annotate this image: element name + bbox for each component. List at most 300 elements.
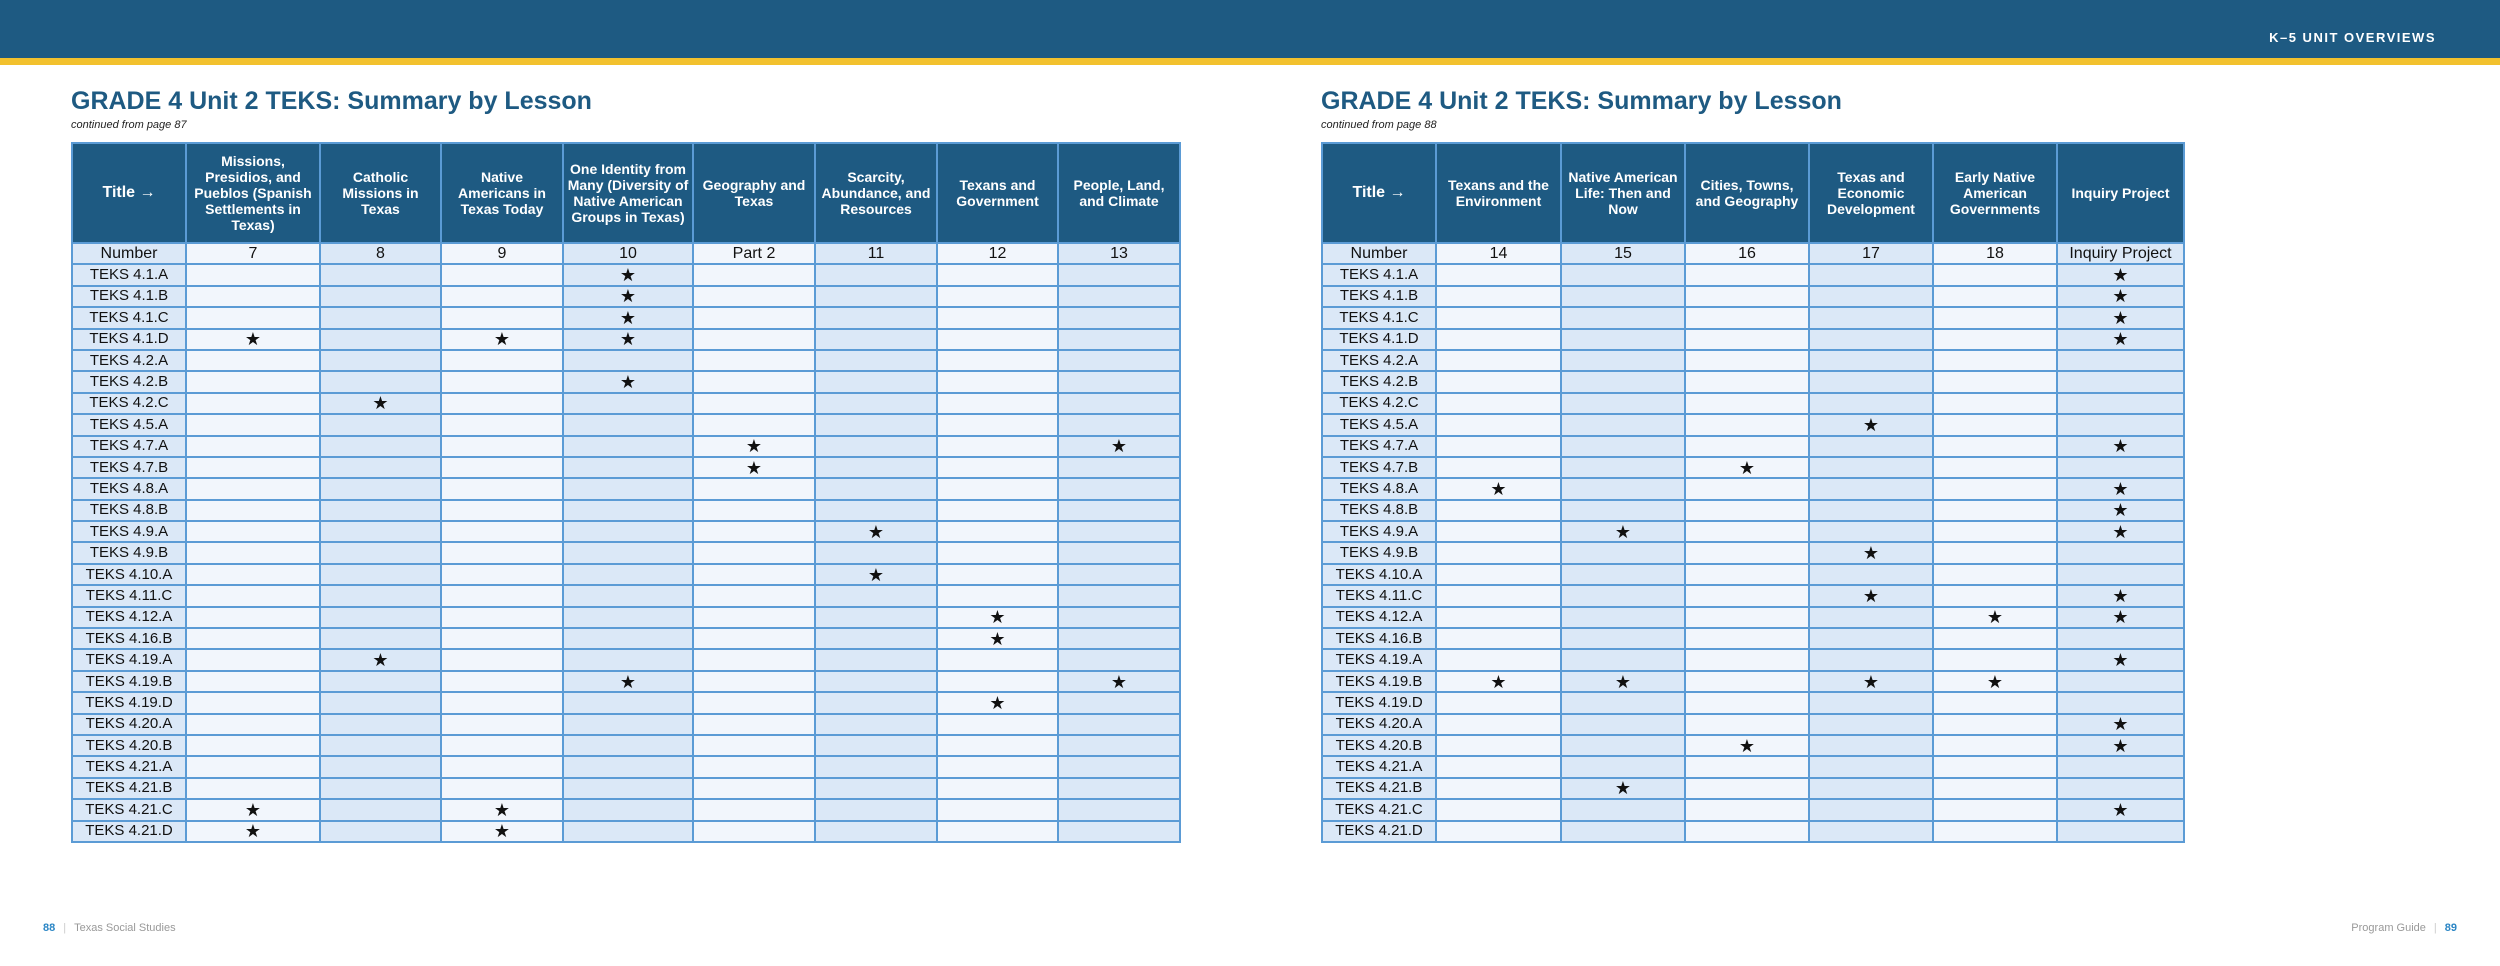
empty-cell xyxy=(1685,821,1809,842)
empty-cell xyxy=(441,521,563,542)
teks-code-cell: TEKS 4.2.A xyxy=(1322,350,1436,371)
empty-cell xyxy=(1561,756,1685,777)
table-row xyxy=(72,714,1180,735)
empty-cell xyxy=(1058,714,1180,735)
empty-cell xyxy=(1933,521,2057,542)
lesson-title-header: Inquiry Project xyxy=(2057,143,2184,243)
empty-cell xyxy=(693,521,815,542)
teks-code-cell: TEKS 4.21.B xyxy=(1322,778,1436,799)
table-row xyxy=(72,628,1180,649)
teks-code-cell: TEKS 4.16.B xyxy=(1322,628,1436,649)
star-icon: ★ xyxy=(1561,671,1685,692)
empty-cell xyxy=(1933,457,2057,478)
header-row xyxy=(72,143,1180,243)
table-row xyxy=(1322,649,2184,670)
empty-cell xyxy=(1561,286,1685,307)
empty-cell xyxy=(2057,778,2184,799)
empty-cell xyxy=(937,671,1058,692)
star-icon: ★ xyxy=(1436,478,1561,499)
teks-code-cell: TEKS 4.2.C xyxy=(1322,393,1436,414)
empty-cell xyxy=(1809,436,1933,457)
empty-cell xyxy=(1933,692,2057,713)
empty-cell xyxy=(1436,585,1561,606)
empty-cell xyxy=(320,671,441,692)
empty-cell xyxy=(186,307,320,328)
table-row xyxy=(1322,542,2184,563)
empty-cell xyxy=(320,542,441,563)
empty-cell xyxy=(815,585,937,606)
teks-code-cell: TEKS 4.8.B xyxy=(72,500,186,521)
empty-cell xyxy=(186,756,320,777)
empty-cell xyxy=(1809,307,1933,328)
empty-cell xyxy=(320,799,441,820)
empty-cell xyxy=(563,350,693,371)
empty-cell xyxy=(563,799,693,820)
empty-cell xyxy=(1685,350,1809,371)
empty-cell xyxy=(2057,692,2184,713)
teks-code-cell: TEKS 4.5.A xyxy=(1322,414,1436,435)
empty-cell xyxy=(186,692,320,713)
empty-cell xyxy=(2057,542,2184,563)
lesson-number-cell: 17 xyxy=(1809,243,1933,264)
table-row xyxy=(72,821,1180,842)
table-row xyxy=(1322,607,2184,628)
empty-cell xyxy=(2057,393,2184,414)
empty-cell xyxy=(1685,799,1809,820)
left-page-heading xyxy=(71,86,592,131)
empty-cell xyxy=(2057,671,2184,692)
lesson-title-header: Texas and Economic Development xyxy=(1809,143,1933,243)
empty-cell xyxy=(815,714,937,735)
empty-cell xyxy=(1685,671,1809,692)
empty-cell xyxy=(441,264,563,285)
empty-cell xyxy=(1058,564,1180,585)
empty-cell xyxy=(2057,414,2184,435)
empty-cell xyxy=(186,393,320,414)
lesson-number-cell: 9 xyxy=(441,243,563,264)
lesson-number-cell: 8 xyxy=(320,243,441,264)
empty-cell xyxy=(937,436,1058,457)
empty-cell xyxy=(1436,307,1561,328)
teks-code-cell: TEKS 4.10.A xyxy=(72,564,186,585)
empty-cell xyxy=(441,628,563,649)
empty-cell xyxy=(1561,799,1685,820)
empty-cell xyxy=(186,585,320,606)
empty-cell xyxy=(1809,799,1933,820)
empty-cell xyxy=(1933,478,2057,499)
empty-cell xyxy=(815,735,937,756)
empty-cell xyxy=(563,585,693,606)
empty-cell xyxy=(1809,371,1933,392)
teks-code-cell: TEKS 4.19.B xyxy=(72,671,186,692)
empty-cell xyxy=(320,457,441,478)
lesson-number-cell: 12 xyxy=(937,243,1058,264)
empty-cell xyxy=(1933,799,2057,820)
empty-cell xyxy=(1058,756,1180,777)
table-row xyxy=(1322,671,2184,692)
lesson-title-header: Geography and Texas xyxy=(693,143,815,243)
empty-cell xyxy=(2057,628,2184,649)
empty-cell xyxy=(186,436,320,457)
number-label-cell: Number xyxy=(72,243,186,264)
empty-cell xyxy=(1561,714,1685,735)
star-icon: ★ xyxy=(563,264,693,285)
teks-code-cell: TEKS 4.1.C xyxy=(1322,307,1436,328)
empty-cell xyxy=(320,735,441,756)
table-row xyxy=(72,649,1180,670)
empty-cell xyxy=(1058,692,1180,713)
empty-cell xyxy=(1809,478,1933,499)
empty-cell xyxy=(563,628,693,649)
star-icon: ★ xyxy=(2057,307,2184,328)
empty-cell xyxy=(320,607,441,628)
empty-cell xyxy=(441,500,563,521)
empty-cell xyxy=(441,649,563,670)
empty-cell xyxy=(815,414,937,435)
lesson-title-header: Texans and Government xyxy=(937,143,1058,243)
empty-cell xyxy=(441,671,563,692)
teks-code-cell: TEKS 4.1.B xyxy=(1322,286,1436,307)
table-row xyxy=(72,735,1180,756)
empty-cell xyxy=(937,799,1058,820)
empty-cell xyxy=(1685,414,1809,435)
empty-cell xyxy=(1809,628,1933,649)
empty-cell xyxy=(937,500,1058,521)
table-row xyxy=(1322,735,2184,756)
empty-cell xyxy=(693,564,815,585)
empty-cell xyxy=(693,414,815,435)
lesson-title-header: Catholic Missions in Texas xyxy=(320,143,441,243)
empty-cell xyxy=(693,607,815,628)
empty-cell xyxy=(563,414,693,435)
star-icon: ★ xyxy=(1058,436,1180,457)
lesson-number-cell: 7 xyxy=(186,243,320,264)
star-icon: ★ xyxy=(2057,735,2184,756)
teks-code-cell: TEKS 4.1.A xyxy=(72,264,186,285)
teks-code-cell: TEKS 4.1.D xyxy=(72,329,186,350)
empty-cell xyxy=(441,393,563,414)
empty-cell xyxy=(441,371,563,392)
empty-cell xyxy=(937,735,1058,756)
empty-cell xyxy=(1685,692,1809,713)
empty-cell xyxy=(693,542,815,563)
empty-cell xyxy=(1561,457,1685,478)
teks-code-cell: TEKS 4.10.A xyxy=(1322,564,1436,585)
empty-cell xyxy=(1561,564,1685,585)
empty-cell xyxy=(2057,756,2184,777)
table-row xyxy=(72,799,1180,820)
empty-cell xyxy=(1561,329,1685,350)
empty-cell xyxy=(2057,350,2184,371)
empty-cell xyxy=(1809,649,1933,670)
empty-cell xyxy=(937,286,1058,307)
star-icon: ★ xyxy=(2057,436,2184,457)
empty-cell xyxy=(937,821,1058,842)
lesson-title-header: Native Americans in Texas Today xyxy=(441,143,563,243)
teks-code-cell: TEKS 4.19.A xyxy=(72,649,186,670)
teks-code-cell: TEKS 4.16.B xyxy=(72,628,186,649)
empty-cell xyxy=(1685,478,1809,499)
empty-cell xyxy=(563,692,693,713)
empty-cell xyxy=(1058,329,1180,350)
empty-cell xyxy=(1685,585,1809,606)
empty-cell xyxy=(441,286,563,307)
empty-cell xyxy=(2057,457,2184,478)
empty-cell xyxy=(1933,756,2057,777)
empty-cell xyxy=(186,264,320,285)
empty-cell xyxy=(1933,414,2057,435)
teks-code-cell: TEKS 4.9.B xyxy=(72,542,186,563)
empty-cell xyxy=(441,564,563,585)
table-row xyxy=(72,692,1180,713)
star-icon: ★ xyxy=(563,329,693,350)
teks-code-cell: TEKS 4.2.C xyxy=(72,393,186,414)
top-banner xyxy=(0,0,2500,58)
table-row xyxy=(72,350,1180,371)
empty-cell xyxy=(441,607,563,628)
lesson-number-cell: 15 xyxy=(1561,243,1685,264)
teks-code-cell: TEKS 4.11.C xyxy=(1322,585,1436,606)
empty-cell xyxy=(186,649,320,670)
empty-cell xyxy=(1809,393,1933,414)
empty-cell xyxy=(815,542,937,563)
table-row xyxy=(1322,521,2184,542)
empty-cell xyxy=(563,714,693,735)
lesson-number-cell: Part 2 xyxy=(693,243,815,264)
empty-cell xyxy=(1058,521,1180,542)
empty-cell xyxy=(815,649,937,670)
table-row xyxy=(72,607,1180,628)
empty-cell xyxy=(693,671,815,692)
star-icon: ★ xyxy=(2057,286,2184,307)
empty-cell xyxy=(563,735,693,756)
lesson-title-header: Missions, Presidios, and Pueblos (Spanish Settlements in Texas) xyxy=(186,143,320,243)
table-row xyxy=(1322,714,2184,735)
empty-cell xyxy=(441,457,563,478)
teks-code-cell: TEKS 4.7.B xyxy=(1322,457,1436,478)
star-icon: ★ xyxy=(563,371,693,392)
empty-cell xyxy=(320,521,441,542)
star-icon: ★ xyxy=(1809,414,1933,435)
empty-cell xyxy=(186,500,320,521)
table-row xyxy=(1322,799,2184,820)
empty-cell xyxy=(320,264,441,285)
teks-code-cell: TEKS 4.9.A xyxy=(1322,521,1436,542)
lesson-number-row xyxy=(72,243,1180,264)
empty-cell xyxy=(563,607,693,628)
table-row xyxy=(1322,500,2184,521)
empty-cell xyxy=(693,756,815,777)
left-page-number: 88 xyxy=(43,922,56,934)
empty-cell xyxy=(563,436,693,457)
star-icon: ★ xyxy=(937,692,1058,713)
empty-cell xyxy=(693,735,815,756)
left-page-title: GRADE 4 Unit 2 TEKS: Summary by Lesson xyxy=(71,87,592,115)
empty-cell xyxy=(815,478,937,499)
empty-cell xyxy=(1561,735,1685,756)
teks-code-cell: TEKS 4.7.A xyxy=(72,436,186,457)
empty-cell xyxy=(1058,607,1180,628)
lesson-title-header: Early Native American Governments xyxy=(1933,143,2057,243)
empty-cell xyxy=(1561,607,1685,628)
lesson-title-header: One Identity from Many (Diversity of Native American Groups in Texas) xyxy=(563,143,693,243)
table-row xyxy=(72,414,1180,435)
empty-cell xyxy=(441,542,563,563)
empty-cell xyxy=(563,564,693,585)
empty-cell xyxy=(320,628,441,649)
star-icon: ★ xyxy=(186,799,320,820)
teks-code-cell: TEKS 4.20.A xyxy=(1322,714,1436,735)
teks-code-cell: TEKS 4.2.B xyxy=(1322,371,1436,392)
table-row xyxy=(1322,307,2184,328)
empty-cell xyxy=(693,628,815,649)
empty-cell xyxy=(1809,607,1933,628)
lesson-number-cell: 13 xyxy=(1058,243,1180,264)
header-row xyxy=(1322,143,2184,243)
empty-cell xyxy=(693,821,815,842)
empty-cell xyxy=(1058,500,1180,521)
table-row xyxy=(1322,264,2184,285)
table-row xyxy=(72,564,1180,585)
star-icon: ★ xyxy=(1058,671,1180,692)
lesson-title-header: People, Land, and Climate xyxy=(1058,143,1180,243)
empty-cell xyxy=(1058,778,1180,799)
empty-cell xyxy=(1058,735,1180,756)
star-icon: ★ xyxy=(441,821,563,842)
empty-cell xyxy=(1561,500,1685,521)
empty-cell xyxy=(937,649,1058,670)
teks-code-cell: TEKS 4.1.B xyxy=(72,286,186,307)
empty-cell xyxy=(1436,799,1561,820)
empty-cell xyxy=(1436,393,1561,414)
empty-cell xyxy=(815,671,937,692)
table-row xyxy=(72,436,1180,457)
empty-cell xyxy=(1933,542,2057,563)
empty-cell xyxy=(1685,714,1809,735)
empty-cell xyxy=(1685,436,1809,457)
empty-cell xyxy=(937,350,1058,371)
empty-cell xyxy=(186,671,320,692)
empty-cell xyxy=(186,478,320,499)
empty-cell xyxy=(1058,307,1180,328)
star-icon: ★ xyxy=(815,521,937,542)
left-page-subtitle: continued from page 87 xyxy=(71,119,187,131)
empty-cell xyxy=(815,264,937,285)
empty-cell xyxy=(563,521,693,542)
empty-cell xyxy=(320,692,441,713)
teks-code-cell: TEKS 4.21.C xyxy=(1322,799,1436,820)
star-icon: ★ xyxy=(186,329,320,350)
empty-cell xyxy=(1058,350,1180,371)
teks-code-cell: TEKS 4.21.B xyxy=(72,778,186,799)
empty-cell xyxy=(1933,564,2057,585)
table-row xyxy=(72,371,1180,392)
empty-cell xyxy=(1436,714,1561,735)
teks-code-cell: TEKS 4.5.A xyxy=(72,414,186,435)
teks-code-cell: TEKS 4.19.A xyxy=(1322,649,1436,670)
empty-cell xyxy=(563,756,693,777)
table-row xyxy=(1322,414,2184,435)
empty-cell xyxy=(937,564,1058,585)
empty-cell xyxy=(1933,286,2057,307)
empty-cell xyxy=(1933,628,2057,649)
empty-cell xyxy=(1933,371,2057,392)
empty-cell xyxy=(815,607,937,628)
lesson-number-cell: Inquiry Project xyxy=(2057,243,2184,264)
empty-cell xyxy=(563,457,693,478)
empty-cell xyxy=(563,649,693,670)
empty-cell xyxy=(1058,628,1180,649)
lesson-title-header: Scarcity, Abundance, and Resources xyxy=(815,143,937,243)
teks-code-cell: TEKS 4.11.C xyxy=(72,585,186,606)
table-row xyxy=(72,542,1180,563)
empty-cell xyxy=(815,799,937,820)
empty-cell xyxy=(937,393,1058,414)
empty-cell xyxy=(815,286,937,307)
star-icon: ★ xyxy=(1685,457,1809,478)
empty-cell xyxy=(563,500,693,521)
lesson-number-cell: 16 xyxy=(1685,243,1809,264)
lesson-title-header: Texans and the Environment xyxy=(1436,143,1561,243)
empty-cell xyxy=(815,500,937,521)
number-label-cell: Number xyxy=(1322,243,1436,264)
empty-cell xyxy=(815,371,937,392)
empty-cell xyxy=(937,457,1058,478)
table-row xyxy=(72,671,1180,692)
star-icon: ★ xyxy=(320,649,441,670)
teks-table-left xyxy=(71,142,1181,843)
empty-cell xyxy=(1809,692,1933,713)
empty-cell xyxy=(1933,649,2057,670)
empty-cell xyxy=(1058,457,1180,478)
table-row xyxy=(1322,371,2184,392)
table-row xyxy=(1322,457,2184,478)
teks-code-cell: TEKS 4.21.A xyxy=(72,756,186,777)
empty-cell xyxy=(1058,799,1180,820)
star-icon: ★ xyxy=(1561,521,1685,542)
star-icon: ★ xyxy=(1809,671,1933,692)
empty-cell xyxy=(1561,692,1685,713)
empty-cell xyxy=(1933,714,2057,735)
empty-cell xyxy=(815,756,937,777)
star-icon: ★ xyxy=(441,799,563,820)
empty-cell xyxy=(693,778,815,799)
empty-cell xyxy=(937,521,1058,542)
empty-cell xyxy=(320,821,441,842)
empty-cell xyxy=(2057,564,2184,585)
lesson-title-header: Native American Life: Then and Now xyxy=(1561,143,1685,243)
empty-cell xyxy=(1933,585,2057,606)
empty-cell xyxy=(693,478,815,499)
empty-cell xyxy=(1436,821,1561,842)
empty-cell xyxy=(1058,649,1180,670)
empty-cell xyxy=(1933,350,2057,371)
table-row xyxy=(1322,436,2184,457)
table-row xyxy=(1322,350,2184,371)
right-footer-text: Program Guide xyxy=(2351,922,2426,934)
star-icon: ★ xyxy=(693,457,815,478)
star-icon: ★ xyxy=(1561,778,1685,799)
empty-cell xyxy=(1561,436,1685,457)
star-icon: ★ xyxy=(1809,542,1933,563)
star-icon: ★ xyxy=(693,436,815,457)
empty-cell xyxy=(2057,371,2184,392)
empty-cell xyxy=(1436,350,1561,371)
right-page-subtitle: continued from page 88 xyxy=(1321,119,1437,131)
teks-code-cell: TEKS 4.21.A xyxy=(1322,756,1436,777)
empty-cell xyxy=(1561,371,1685,392)
empty-cell xyxy=(186,350,320,371)
